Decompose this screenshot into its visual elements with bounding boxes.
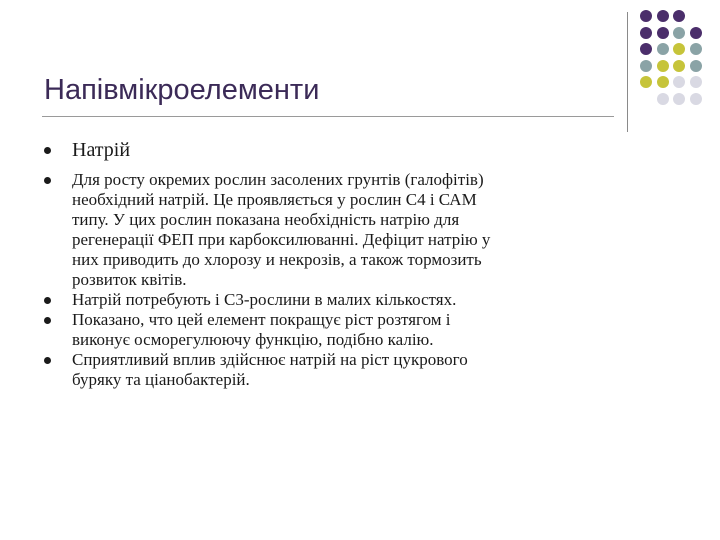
decor-dot	[640, 76, 652, 88]
decor-dot	[640, 43, 652, 55]
bullet-line: них приводить до хлорозу и некрозів, а також тормозить	[72, 250, 482, 269]
decor-dot	[673, 27, 685, 39]
slide-title: Напівмікроелементи	[44, 74, 320, 106]
bullet-line: регенерації ФЕП при карбоксилюванні. Дефіцит натрію у	[72, 230, 491, 249]
decor-dot	[690, 43, 702, 55]
bullet-line: Показано, что цей елемент покращує ріст розтягом і	[72, 310, 451, 329]
bullet-line: Сприятливий вплив здійснює натрій на ріст цукрового	[72, 350, 468, 369]
list-item	[44, 350, 584, 390]
bullet-line: Натрій потребують і С3-рослини в малих кількостях.	[72, 290, 457, 309]
decor-vertical-line	[627, 12, 628, 132]
decor-dot	[690, 60, 702, 72]
decor-dot	[657, 27, 669, 39]
list-item	[44, 310, 584, 350]
bullet-line: типу. У цих рослин показана необхідність натрію для	[72, 210, 460, 229]
bullet-icon	[44, 297, 51, 304]
decor-dot	[640, 27, 652, 39]
decor-dot	[640, 60, 652, 72]
decor-dot-grid	[640, 10, 720, 120]
bullet-line: розвиток квітів.	[72, 270, 187, 289]
decor-dot	[640, 10, 652, 22]
decor-dot	[673, 43, 685, 55]
list-item	[44, 170, 584, 290]
bullet-icon	[44, 147, 51, 154]
bullet-line: буряку та ціанобактерій.	[72, 370, 250, 389]
bullet-line: Для росту окремих рослин засолених грунтів (галофітів)	[72, 170, 484, 189]
bullet-line: необхідний натрій. Це проявляється у рослин С4 і САМ	[72, 190, 477, 209]
bullet-icon	[44, 177, 51, 184]
decor-dot	[673, 76, 685, 88]
decor-dot	[657, 43, 669, 55]
title-divider	[42, 116, 614, 117]
bullet-list	[44, 138, 584, 390]
decor-dot	[673, 93, 685, 105]
decor-dot	[690, 27, 702, 39]
decor-dot	[690, 93, 702, 105]
bullet-icon	[44, 357, 51, 364]
list-item	[44, 290, 584, 310]
bullet-icon	[44, 317, 51, 324]
decor-dot	[657, 76, 669, 88]
decor-dot	[690, 76, 702, 88]
bullet-heading: Натрій	[72, 139, 131, 161]
decor-dot	[657, 10, 669, 22]
decor-dot	[657, 93, 669, 105]
decor-dot	[673, 10, 685, 22]
decor-dot	[657, 60, 669, 72]
bullet-line: виконує осморегулюючу функцію, подібно калію.	[72, 330, 434, 349]
list-item	[44, 138, 584, 162]
decor-dot	[673, 60, 685, 72]
